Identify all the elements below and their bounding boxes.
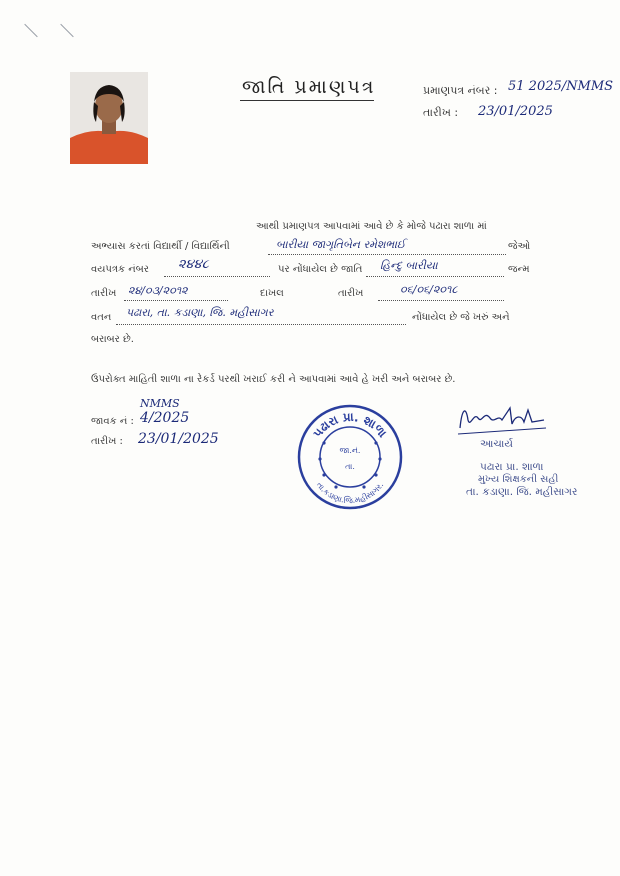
student-name-value: બારીયા જાગૃતિબેન રમેશભાઈ [276, 238, 406, 251]
header-date-label: તારીખ : [423, 106, 459, 119]
nmms-note: NMMS [140, 397, 180, 410]
outward-number-label: જાવક નં : [91, 416, 134, 427]
certificate-number-value: 51 2025/NMMS [508, 79, 614, 94]
certificate-number-label: પ્રમાણપત્ર નંબર : [423, 84, 498, 97]
principal-role: આચાર્ય [480, 438, 513, 450]
native-dotline [116, 324, 406, 325]
footer-date-value: 23/01/2025 [138, 431, 219, 447]
school-stamp [296, 403, 404, 511]
body-line-1: આથી પ્રમાણપત્ર આપવામાં આવે છે કે મોજે પઢારા શાળા માં [256, 221, 487, 232]
native-label: વતન [91, 312, 112, 323]
footer-date-label: તારીખ : [91, 436, 123, 447]
admission-date-label: તારીખ [338, 288, 364, 299]
stamp-inner-1: જા.નં. [339, 446, 361, 455]
admission-dotline [378, 300, 504, 301]
closing-statement: ઉપરોક્ત માહિતી શાળા ના રેકર્ડ પરથી ખરાઈ કરી ને આપવામાં આવે હે ખરી અને બરાબર છે. [91, 374, 456, 385]
outward-number-value: 4/2025 [140, 410, 190, 426]
title-underline [240, 100, 374, 101]
dob-value: ૨૪/૦૩/૨૦૧૨ [128, 284, 188, 297]
body-line-2-prefix: અભ્યાસ કરતાં વિદ્યાર્થી / વિદ્યાર્થિની [91, 241, 230, 252]
principal-signature [452, 398, 548, 438]
student-name-dotline [268, 254, 506, 255]
dob-dotline [124, 300, 228, 301]
register-label: વયપત્રક નંબર [91, 264, 149, 275]
register-value: ૨૪૪૮ [178, 257, 209, 272]
register-dotline [164, 276, 270, 277]
stamp-outer-bottom: તા.કડાણા.જિ.મહીસાગર. [314, 480, 386, 506]
caste-value: હિન્દુ બારીયા [380, 259, 438, 272]
admission-value: ૦૬/૦૬/૨૦૧૮ [400, 283, 458, 296]
seal-school-name: પઢારા પ્રા. શાળા [480, 461, 544, 473]
page-title: જાતિ પ્રમાણપત્ર [242, 76, 376, 98]
student-photo [70, 72, 148, 164]
native-value: પઢારા, તા. કડાણા, જિ. મહીસાગર [126, 306, 274, 319]
native-suffix: નોંધાયેલ છે જે ખરું અને [412, 312, 510, 323]
caste-dotline [366, 276, 504, 277]
admission-label: દાખલ [260, 288, 284, 299]
birth-label: જન્મ [508, 264, 530, 275]
stamp-outer-top: પઢારા પ્રા. શાળા [310, 409, 390, 441]
paper-fold-mark [60, 24, 73, 37]
body-line-2-suffix: જેઓ [508, 241, 531, 252]
seal-address: તા. કડાણા. જિ. મહીસાગર [466, 486, 578, 498]
dob-label: તારીખ [91, 288, 117, 299]
stamp-inner-2: તા. [345, 462, 355, 471]
caste-label: પર નોંધાયેલ છે જાતિ [278, 264, 363, 275]
body-line-final: બરાબર છે. [91, 334, 134, 345]
header-date-value: 23/01/2025 [478, 104, 553, 119]
paper-fold-mark [24, 24, 37, 37]
seal-headmaster-signature: મુખ્ય શિક્ષકની સહી [478, 474, 559, 485]
